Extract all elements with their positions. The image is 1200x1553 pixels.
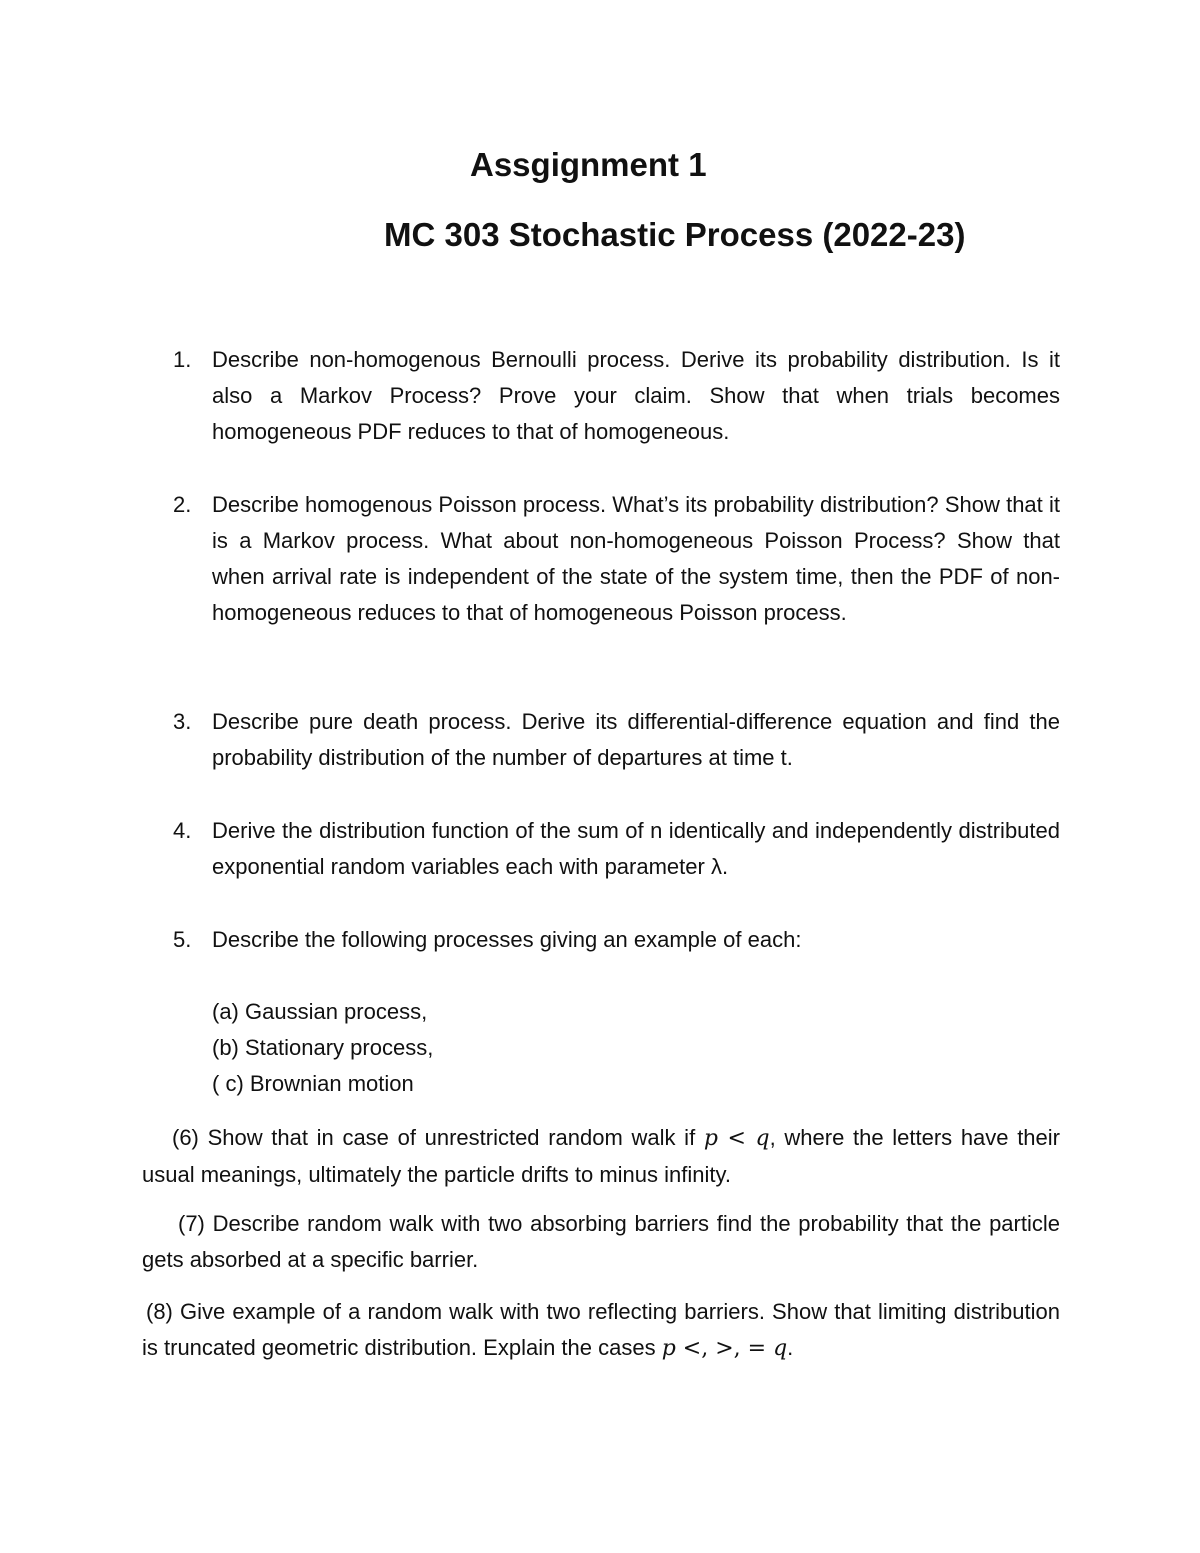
- question-2: [173, 487, 1060, 631]
- question-8-text: (8) Give example of a random walk with two reflecting barriers. Show that limiting distribution is truncated geometric distribution. Explain the cases: [142, 1299, 1060, 1360]
- subitem-gaussian: (a) Gaussian process,: [212, 999, 428, 1024]
- question-text: Derive the distribution function of the sum of n identically and independently distributed exponential random variables each with parameter λ.: [212, 818, 1060, 879]
- course-title: MC 303 Stochastic Process (2022-23): [384, 216, 966, 253]
- subitem-brownian: ( c) Brownian motion: [212, 1071, 414, 1096]
- question-8-end: .: [787, 1335, 794, 1360]
- question-6: [142, 1120, 1060, 1193]
- math-p: p: [661, 1336, 676, 1361]
- assignment-title: Assgignment 1: [470, 146, 707, 183]
- question-8: [142, 1294, 1060, 1367]
- question-7: (7) Describe random walk with two absorbing barriers find the probability that the particle gets absorbed at a specific barrier.: [142, 1211, 1060, 1272]
- question-3: [173, 704, 1060, 776]
- question-1: [173, 342, 1060, 450]
- math-p: p: [703, 1126, 718, 1151]
- subitem-stationary: (b) Stationary process,: [212, 1035, 434, 1060]
- question-6-lead: (6) Show that in case of unrestricted random walk if: [172, 1125, 704, 1150]
- question-number: 4.: [173, 818, 192, 843]
- question-text: Describe homogenous Poisson process. What’s its probability distribution? Show that it is a Markov process. What about non-homogeneous Poisson Process? Show that when arrival rate is independent of the state of the system time, then the PDF of non-homogeneous reduces to that of homogeneous Poisson process.: [212, 492, 1060, 625]
- question-6-tail: , where the letters have their usual meanings, ultimately the particle drifts to minus infinity.: [142, 1125, 1060, 1187]
- question-5: [173, 922, 1060, 958]
- question-text: Describe non-homogenous Bernoulli process. Derive its probability distribution. Is it also a Markov Process? Prove your claim. Show that when trials becomes homogeneous PDF reduces to that of homogeneous.: [212, 347, 1060, 444]
- math-q: q: [773, 1336, 788, 1361]
- question-text: Describe the following processes giving an example of each:: [212, 927, 802, 952]
- question-text: Describe pure death process. Derive its differential-difference equation and find the probability distribution of the number of departures at time t.: [212, 709, 1060, 770]
- math-q: q: [755, 1126, 770, 1151]
- math-less-than: <: [717, 1126, 756, 1151]
- question-4: [173, 813, 1060, 885]
- question-number: 5.: [173, 927, 192, 952]
- question-number: 2.: [173, 492, 192, 517]
- question-number: 3.: [173, 709, 192, 734]
- math-comparison-ops: <, >, =: [675, 1336, 774, 1361]
- question-number: 1.: [173, 347, 192, 372]
